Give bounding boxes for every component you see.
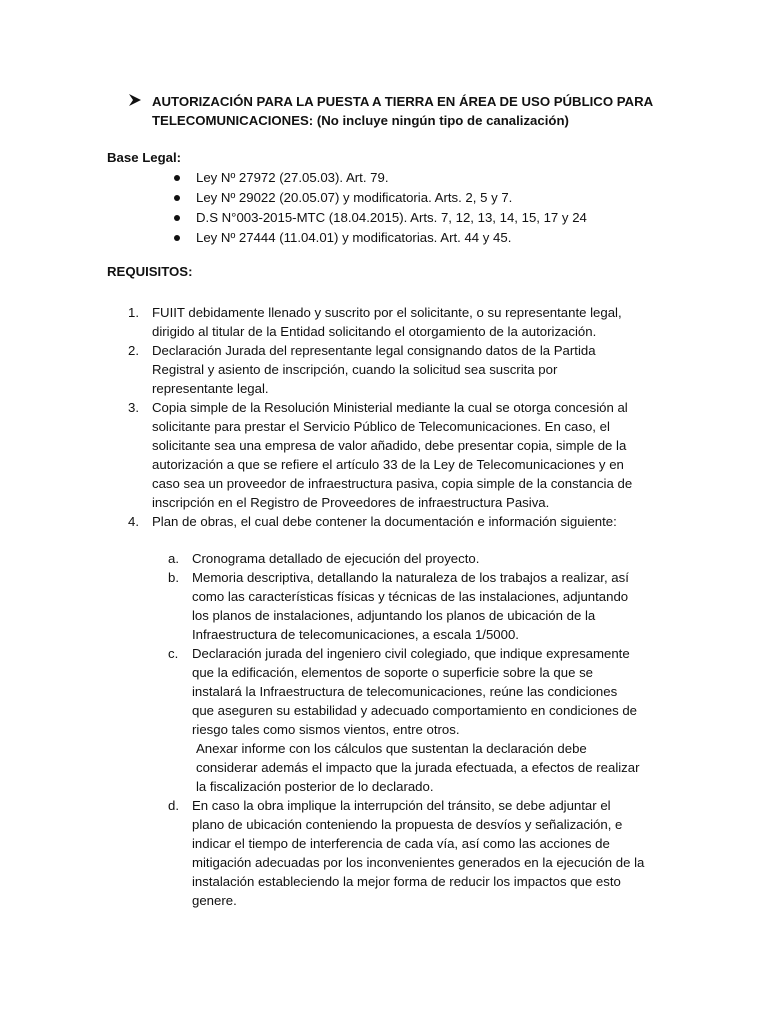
bullet-dot-icon xyxy=(174,215,180,221)
heading-line-2: TELECOMUNICACIONES: (No incluye ningún tipo de canalización) xyxy=(152,113,569,128)
list-item: a. Cronograma detallado de ejecución del proyecto. xyxy=(168,551,480,566)
list-item: 1. FUIIT debidamente llenado y suscrito por el solicitante, o su representante legal, dirigido al titular de la Entidad solicitando el otorgamiento de la autorización. xyxy=(128,305,622,339)
list-item: 2. Declaración Jurada del representante legal consignando datos de la Partida Registral y asiento de inscripción, cuando la solicitud sea suscrita por representante legal. xyxy=(128,343,596,396)
plan-obras-list xyxy=(168,549,668,910)
list-item: D.S N°003-2015-MTC (18.04.2015). Arts. 7, 12, 13, 14, 15, 17 y 24 xyxy=(172,208,587,228)
requisitos-list xyxy=(128,303,668,531)
list-item: 3. Copia simple de la Resolución Ministerial mediante la cual se otorga concesión al solicitante para prestar el Servicio Público de Telecomunicaciones. En caso, el solicitante sea una empresa de valor añadido, debe presentar copia, simple de la autorización a que se refiere el artículo 33 de la Ley de Telecomunicaciones y en caso sea un proveedor de infraestructura pasiva, copia simple de la constancia de inscripción en el Registro de Proveedores de infraestructura Pasiva. xyxy=(128,400,633,510)
base-legal-label: Base Legal: xyxy=(107,150,182,165)
bullet-dot-icon xyxy=(174,235,180,241)
requisitos-label: REQUISITOS: xyxy=(107,264,193,279)
bullet-dot-icon xyxy=(174,175,180,181)
bullet-dot-icon xyxy=(174,195,180,201)
heading-line-1: AUTORIZACIÓN PARA LA PUESTA A TIERRA EN ÁREA DE USO PÚBLICO PARA xyxy=(152,94,654,109)
list-item: b. Memoria descriptiva, detallando la naturaleza de los trabajos a realizar, así como las características físicas y técnicas de las instalaciones, adjuntando los planos de instalaciones, adjuntando los planos de ubicación de la Infraestructura de telecomunicaciones, a escala 1/5000. xyxy=(168,570,629,642)
arrow-bullet-icon xyxy=(128,93,142,107)
base-legal-list xyxy=(172,168,587,248)
list-item: 4. Plan de obras, el cual debe contener la documentación e información siguiente: xyxy=(128,514,617,529)
list-item: Ley Nº 27972 (27.05.03). Art. 79. xyxy=(172,168,587,188)
list-item: c. Declaración jurada del ingeniero civil colegiado, que indique expresamente que la edificación, elementos de soporte o superficie sobre la que se instalará la Infraestructura de telecomunicaciones, reúne las condiciones que aseguren su estabilidad y adecuado comportamiento en condiciones de riesgo tales como sismos vientos, entre otros. Anexar informe con los cálculos que sustentan la declaración debe considerar además el impacto que la jurada efectuada, a efectos de realizar la fiscalización posterior de lo declarado. xyxy=(168,646,640,794)
list-item: Ley Nº 27444 (11.04.01) y modificatorias. Art. 44 y 45. xyxy=(172,228,587,248)
list-item: Ley Nº 29022 (20.05.07) y modificatoria. Arts. 2, 5 y 7. xyxy=(172,188,587,208)
list-item: d. En caso la obra implique la interrupción del tránsito, se debe adjuntar el plano de ubicación conteniendo la propuesta de desvíos y señalización, e indicar el tiempo de interferencia de cada vía, así como las acciones de mitigación adecuadas por los inconvenientes generados en la ejecución de la instalación estableciendo la mejor forma de reducir los impactos que esto genere. xyxy=(168,798,645,908)
section-heading xyxy=(128,92,688,130)
